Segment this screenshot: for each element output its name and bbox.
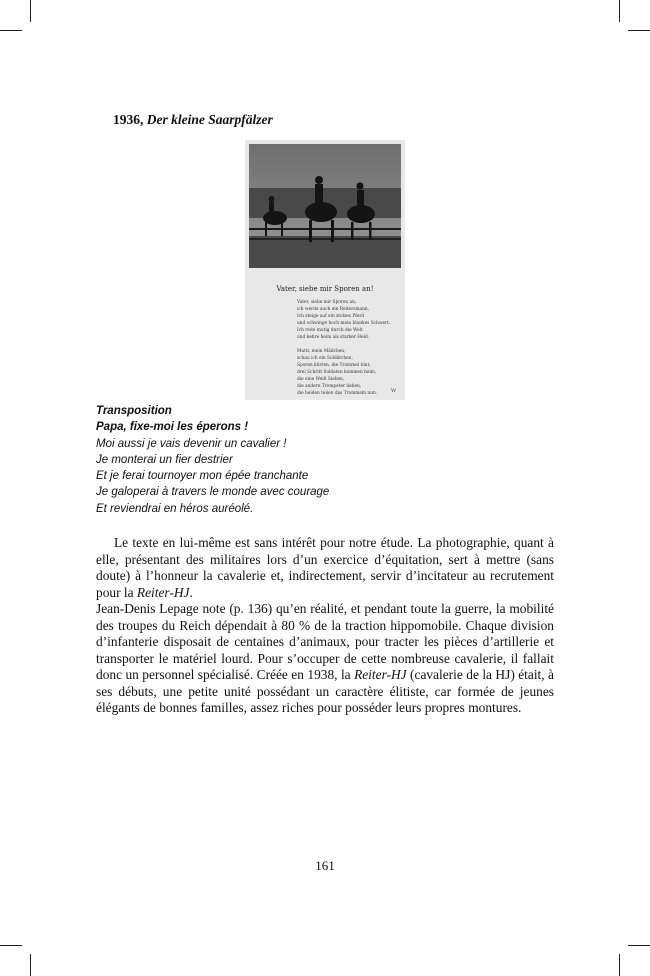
crop-mark-top-right-horizontal — [628, 30, 650, 31]
body-text — [96, 535, 554, 717]
rider — [357, 190, 364, 208]
book-page-illustration — [245, 140, 405, 400]
poem-line: Vater, siebe mir Sporen an, — [297, 300, 357, 305]
transposition-line: Et je ferai tournoyer mon épée tranchante — [96, 470, 309, 483]
poem-line: ich werde auch ein Reitersmann, — [297, 307, 369, 312]
crop-mark-top-left-vertical — [30, 0, 31, 22]
transposition-line: Et reviendrai en héros auréolé. — [96, 502, 254, 515]
poem-line: Mutti, mein Mädchen, — [297, 349, 346, 354]
transposition-line: Je monterai un fier destrier — [96, 453, 233, 466]
transposition-label: Transposition — [96, 405, 172, 417]
crop-mark-bottom-right-horizontal — [628, 945, 650, 946]
poem-line: die beiden teilen das Trommeln nun. — [297, 391, 378, 396]
transposition-line: Je galoperai à travers le monde avec courage — [96, 486, 330, 499]
horse-leg — [265, 222, 267, 236]
horse-leg — [331, 220, 334, 242]
fence-rail — [249, 228, 401, 230]
poem-line: Sporen klirren, die Trommel tönt, — [297, 363, 371, 368]
rider-head — [269, 196, 275, 202]
heading-title: Der kleine Saarpfälzer — [146, 112, 273, 127]
transposition-line: Moi aussi je vais devenir un cavalier ! — [96, 437, 287, 450]
horse-leg — [351, 222, 354, 240]
italic-term: Reiter-HJ — [354, 667, 407, 682]
poem-line: Ich reite mutig durch die Welt — [297, 328, 363, 333]
crop-mark-top-right-vertical — [619, 0, 620, 22]
poem-line: und kehre heim als starker Held. — [297, 335, 370, 340]
italic-term: Reiter-HJ — [136, 584, 190, 600]
body-paragraph-1 — [96, 535, 554, 601]
horse-leg — [281, 222, 283, 236]
section-heading — [113, 112, 273, 128]
book-page-photo — [245, 140, 405, 400]
rider-head — [357, 183, 364, 190]
horse-leg — [369, 222, 372, 240]
crop-mark-bottom-left-horizontal — [0, 945, 22, 946]
paragraph-text: Le texte en lui-même est sans intérêt pour notre étude. La photographie, quant à elle, présentant des militaires lors d’un exercice d’équitation, sert à mettre (sans doute) à l’honneur la cavalerie et, indirectement, servir d’incitateur au recrutement pour la — [96, 535, 554, 600]
ground — [249, 236, 401, 268]
transposition-title: Papa, fixe-moi les éperons ! — [96, 421, 249, 434]
horse — [305, 202, 337, 222]
paragraph-text: . — [189, 584, 193, 600]
poem-line: die eine Weiß Sieben, — [297, 377, 345, 382]
crop-mark-bottom-right-vertical — [619, 954, 620, 976]
paragraph-text: (cavalerie de la HJ) était, à ses débuts, une petite unité possédant un caractère élitiste, car formée de jeunes élégants de bonnes familles, assez riches pour posséder leurs propres montures. — [96, 667, 554, 715]
heading-year: 1936, — [113, 112, 144, 127]
rider — [315, 184, 323, 204]
page-number: 161 — [315, 858, 335, 873]
crop-mark-top-left-horizontal — [0, 30, 22, 31]
poem-line: die andern Trompeter lieben, — [297, 384, 362, 389]
poem-line: Ich steige auf ein stolzes Pferd — [297, 314, 365, 319]
rider-head — [315, 176, 323, 184]
crop-mark-bottom-left-vertical — [30, 954, 31, 976]
transposition-block — [96, 403, 329, 517]
horse-leg — [309, 220, 312, 242]
photo-page-mark: W — [391, 388, 397, 394]
fence-rail — [249, 238, 401, 240]
rider — [269, 202, 274, 214]
body-paragraph-2 — [96, 601, 554, 717]
poem-line: und schwinge hoch mein blankes Schwert. — [297, 321, 391, 326]
poem-title: Vater, siebe mir Sporen an! — [276, 285, 374, 293]
paragraph-text: Jean-Denis Lepage note (p. 136) qu’en réalité, et pendant toute la guerre, la mobilité des troupes du Reich dépendait à 80 % de la traction hippomobile. Chaque division d’infanterie disposait de centaines d’animaux, pour tracter les pièces d’artillerie et transporter le matériel lourd. Pour s’occuper de cette nombreuse cavalerie, il fallait donc un personnel spécialisé. Créée en 1938, la — [96, 601, 554, 682]
poem-line: schau ich ein Soldätchen, — [297, 356, 353, 361]
poem-line: drei Schritt Soldaten kommen heim, — [297, 370, 377, 375]
